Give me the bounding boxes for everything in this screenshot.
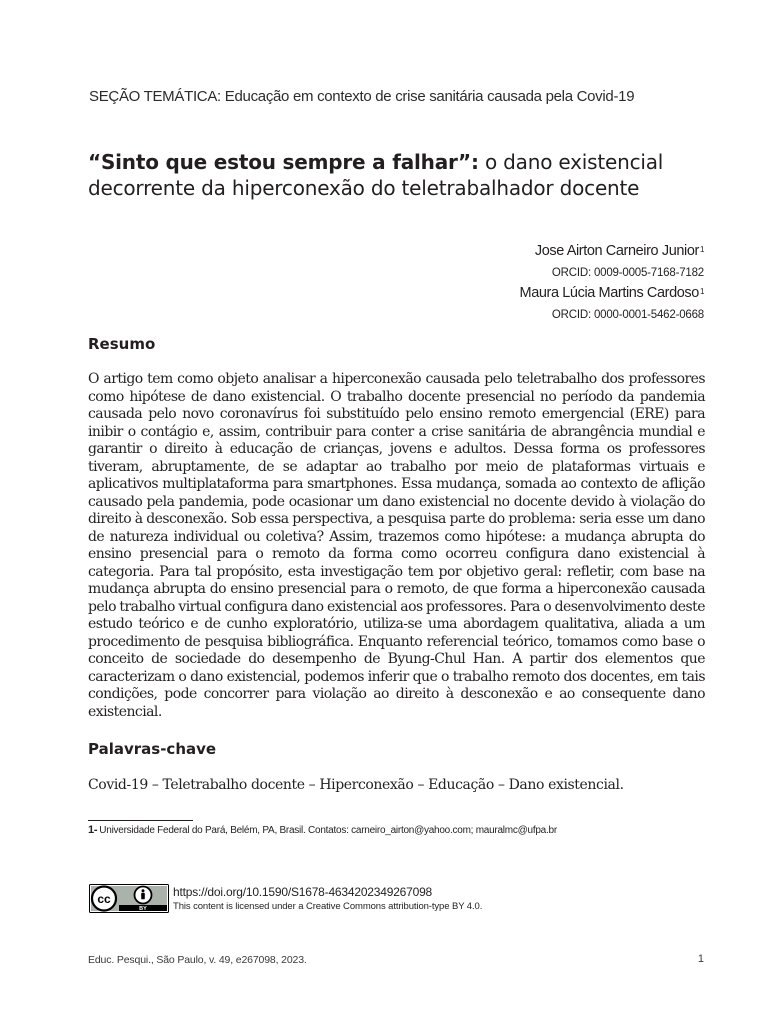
author-name: Maura Lúcia Martins Cardoso$^1$ bbox=[519, 285, 704, 301]
article-title bbox=[88, 149, 688, 201]
affiliation-mark: 1 bbox=[699, 245, 704, 254]
affiliation-mark: 1 bbox=[699, 287, 704, 296]
by-badge-label: BY bbox=[139, 906, 147, 913]
keywords-heading: Palavras-chave bbox=[88, 740, 217, 758]
article-title-rest: o dano existencial decorrente da hiperconexão do teletrabalhador docente bbox=[88, 150, 664, 200]
footnote-divider bbox=[88, 820, 193, 821]
author-name: Jose Airton Carneiro Junior$^1$ bbox=[534, 243, 704, 259]
keywords-text: Covid-19 – Teletrabalho docente – Hiperconexão – Educação – Dano existencial. bbox=[88, 777, 624, 793]
article-title-lead: “Sinto que estou sempre a falhar”: bbox=[88, 150, 479, 174]
journal-citation: Educ. Pesqui., São Paulo, v. 49, e267098, 2023. bbox=[88, 954, 307, 966]
page-number: 1 bbox=[697, 953, 704, 965]
footnote-number: 1- bbox=[88, 824, 98, 836]
author-block bbox=[520, 242, 704, 326]
author-orcid[interactable]: ORCID: 0000-0001-5462-0668 bbox=[551, 309, 704, 321]
license-text: This content is licensed under a Creative Commons attribution-type BY 4.0. bbox=[173, 901, 483, 912]
section-header: SEÇÃO TEMÁTICA: Educação em contexto de crise sanitária causada pela Covid-19 bbox=[89, 88, 635, 105]
footnote bbox=[88, 824, 708, 836]
cc-badge-label: cc bbox=[97, 892, 111, 906]
footnote-text: Universidade Federal do Pará, Belém, PA, Brasil. Contatos: carneiro_airton@yahoo.com; mauralmc@ufpa.br bbox=[99, 825, 557, 836]
abstract-heading: Resumo bbox=[88, 335, 156, 353]
author-orcid[interactable]: ORCID: 0009-0005-7168-7182 bbox=[551, 267, 704, 279]
abstract-text: O artigo tem como objeto analisar a hiperconexão causada pelo teletrabalho dos professores como hipótese de dano existencial. O trabalho docente presencial no período da pandemia causada pelo novo coronavírus foi substituído pelo ensino remoto emergencial (ERE) para inibir o contágio e, assim, contribuir para conter a crise sanitária de abrangência mundial e garantir o direito à educação de crianças, jovens e adultos. Dessa forma os professores tiveram, abruptamente, de se adaptar ao trabalho por meio de plataformas virtuais e aplicativos multiplataforma para smartphones. Essa mudança, somada ao contexto de aflição causado pela pandemia, pode ocasionar um dano existencial no docente devido à violação do direito à desconexão. Sob essa perspectiva, a pesquisa parte do problema: seria esse um dano de natureza individual ou coletiva? Assim, trazemos como hipótese: a mudança abrupta do ensino presencial para o remoto da forma como ocorreu configura dano existencial à categoria. Para tal propósito, esta investigação tem por objetivo geral: refletir, com base na mudança abrupta do ensino presencial para o remoto, de que forma a hiperconexão causada pelo trabalho virtual configura dano existencial aos professores. Para o desenvolvimento deste estudo teórico e de cunho exploratório, utiliza-se uma abordagem qualitativa, aliada a um procedimento de pesquisa bibliográfica. Enquanto referencial teórico, tomamos como base o conceito de sociedade do desempenho de Byung-Chul Han. A partir dos elementos que caracterizam o dano existencial, podemos inferir que o trabalho remoto dos docentes, em tais condições, pode concorrer para violação ao direito à desconexão e ao consequente dano existencial. bbox=[88, 371, 705, 720]
creative-commons-badge-icon[interactable] bbox=[89, 884, 169, 913]
doi-link[interactable]: https://doi.org/10.1590/S1678-4634202349267098 bbox=[173, 885, 433, 899]
